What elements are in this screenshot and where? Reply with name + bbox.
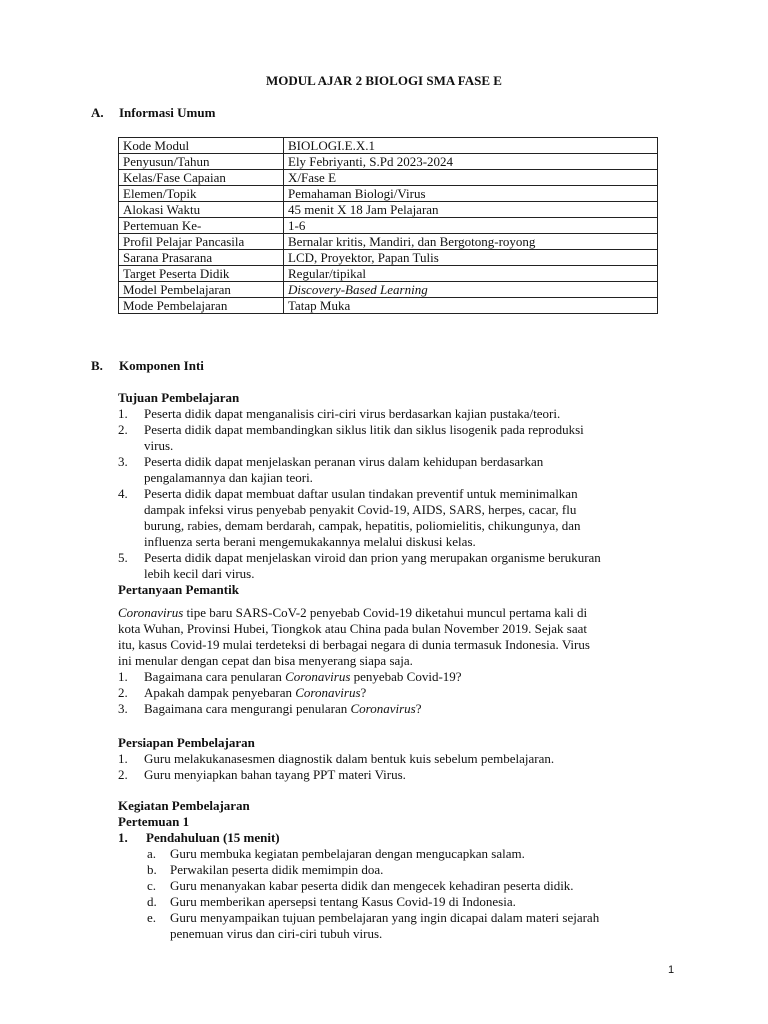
section-b-heading xyxy=(91,358,204,374)
section-b-letter: B. xyxy=(91,358,103,373)
tujuan-item xyxy=(118,454,678,486)
item-line: penemuan virus dan ciri-ciri tubuh virus. xyxy=(170,926,383,941)
info-row xyxy=(119,138,658,154)
info-row xyxy=(119,282,658,298)
kegiatan-item xyxy=(118,878,678,894)
item-line: burung, rabies, demam berdarah, campak, hepatitis, poliomielitis, chikungunya, dan xyxy=(144,518,581,533)
question-italic: Coronavirus xyxy=(295,685,361,700)
item-line: Peserta didik dapat menjelaskan viroid dan prion yang merupakan organisme berukuran xyxy=(144,550,601,565)
info-value: 1-6 xyxy=(284,218,658,234)
section-a-title: Informasi Umum xyxy=(119,105,216,120)
item-text: Guru menyiapkan bahan tayang PPT materi Virus. xyxy=(144,767,406,782)
info-value: Ely Febriyanti, S.Pd 2023-2024 xyxy=(284,154,658,170)
kegiatan-heading: Kegiatan Pembelajaran xyxy=(118,798,250,813)
info-row xyxy=(119,154,658,170)
section-a-letter: A. xyxy=(91,105,104,120)
item-line: dampak infeksi virus penyebab penyakit Covid-19, AIDS, SARS, herpes, cacar, flu xyxy=(144,502,577,517)
kegiatan-list xyxy=(118,846,678,942)
info-key: Mode Pembelajaran xyxy=(119,298,284,314)
kegiatan-item xyxy=(118,894,678,910)
para-text: tipe baru SARS-CoV-2 penyebab Covid-19 diketahui muncul pertama kali di xyxy=(183,605,588,620)
question-post: penyebab Covid-19? xyxy=(350,669,462,684)
info-key: Elemen/Topik xyxy=(119,186,284,202)
item-number: 1. xyxy=(118,669,128,684)
info-row xyxy=(119,202,658,218)
info-row xyxy=(119,250,658,266)
item-letter: e. xyxy=(147,910,157,925)
info-value: Tatap Muka xyxy=(284,298,658,314)
item-line: influenza serta berani mengemukakannya melalui diskusi kelas. xyxy=(144,534,476,549)
info-row xyxy=(119,218,658,234)
step-title-row xyxy=(118,830,678,846)
info-value: Regular/tipikal xyxy=(284,266,658,282)
kegiatan-item xyxy=(118,862,678,878)
item-number: 2. xyxy=(118,767,128,782)
item-number: 2. xyxy=(118,685,128,700)
info-value: Pemahaman Biologi/Virus xyxy=(284,186,658,202)
tujuan-item xyxy=(118,486,678,550)
item-number: 3. xyxy=(118,454,128,469)
item-number: 2. xyxy=(118,422,128,437)
question-italic: Coronavirus xyxy=(350,701,416,716)
pemantik-questions xyxy=(118,669,678,717)
item-text: Guru melakukanasesmen diagnostik dalam bentuk kuis sebelum pembelajaran. xyxy=(144,751,555,766)
question-pre: Bagaimana cara penularan xyxy=(144,669,286,684)
document-title: MODUL AJAR 2 BIOLOGI SMA FASE E xyxy=(266,73,502,88)
pemantik-paragraph xyxy=(118,605,678,669)
info-row xyxy=(119,170,658,186)
item-number: 3. xyxy=(118,701,128,716)
info-value: Bernalar kritis, Mandiri, dan Bergotong-royong xyxy=(284,234,658,250)
question-pre: Apakah dampak penyebaran xyxy=(144,685,296,700)
info-table xyxy=(118,137,658,314)
item-line: Guru memberikan apersepsi tentang Kasus Covid-19 di Indonesia. xyxy=(170,894,516,909)
info-row xyxy=(119,266,658,282)
para-line: ini menular dengan cepat dan bisa menyerang siapa saja. xyxy=(118,653,413,668)
item-line: Peserta didik dapat membuat daftar usulan tindakan preventif untuk meminimalkan xyxy=(144,486,578,501)
persiapan-list xyxy=(118,751,678,783)
question-italic: Coronavirus xyxy=(285,669,351,684)
question-pre: Bagaimana cara mengurangi penularan xyxy=(144,701,351,716)
info-key: Penyusun/Tahun xyxy=(119,154,284,170)
question-item xyxy=(118,685,678,701)
item-line: Peserta didik dapat menganalisis ciri-ciri virus berdasarkan kajian pustaka/teori. xyxy=(144,406,561,421)
persiapan-item xyxy=(118,767,678,783)
info-key: Kode Modul xyxy=(119,138,284,154)
info-value: 45 menit X 18 Jam Pelajaran xyxy=(284,202,658,218)
info-key: Pertemuan Ke- xyxy=(119,218,284,234)
info-row xyxy=(119,186,658,202)
item-letter: c. xyxy=(147,878,157,893)
item-line: Peserta didik dapat membandingkan siklus litik dan siklus lisogenik pada reproduksi xyxy=(144,422,584,437)
info-value: BIOLOGI.E.X.1 xyxy=(284,138,658,154)
item-line: Peserta didik dapat menjelaskan peranan virus dalam kehidupan berdasarkan xyxy=(144,454,544,469)
item-line: Guru menyampaikan tujuan pembelajaran yang ingin dicapai dalam materi sejarah xyxy=(170,910,600,925)
item-line: virus. xyxy=(144,438,174,453)
kegiatan-section xyxy=(118,798,678,942)
para-line: itu, kasus Covid-19 mulai terdeteksi di berbagai negara di dunia termasuk Indonesia. Virus xyxy=(118,637,590,652)
kegiatan-item xyxy=(118,910,678,942)
item-number: 4. xyxy=(118,486,128,501)
pemantik-heading: Pertanyaan Pemantik xyxy=(118,582,239,597)
tujuan-item xyxy=(118,550,678,582)
step-number: 1. xyxy=(118,830,128,845)
pemantik-section xyxy=(118,605,678,717)
info-row xyxy=(119,234,658,250)
section-a-heading xyxy=(91,105,215,121)
section-b-title: Komponen Inti xyxy=(119,358,204,373)
item-letter: b. xyxy=(147,862,157,877)
question-item xyxy=(118,669,678,685)
item-number: 1. xyxy=(118,751,128,766)
info-key: Model Pembelajaran xyxy=(119,282,284,298)
item-line: Perwakilan peserta didik memimpin doa. xyxy=(170,862,384,877)
info-value: LCD, Proyektor, Papan Tulis xyxy=(284,250,658,266)
info-key: Target Peserta Didik xyxy=(119,266,284,282)
para-italic: Coronavirus xyxy=(118,605,184,620)
persiapan-section xyxy=(118,735,678,783)
tujuan-section xyxy=(118,390,678,598)
info-key: Kelas/Fase Capaian xyxy=(119,170,284,186)
tujuan-list xyxy=(118,406,678,582)
item-line: Guru membuka kegiatan pembelajaran dengan mengucapkan salam. xyxy=(170,846,525,861)
question-post: ? xyxy=(415,701,422,716)
item-number: 1. xyxy=(118,406,128,421)
info-value: Discovery-Based Learning xyxy=(284,282,658,298)
question-item xyxy=(118,701,678,717)
info-row xyxy=(119,298,658,314)
question-post: ? xyxy=(360,685,367,700)
item-letter: a. xyxy=(147,846,157,861)
info-key: Profil Pelajar Pancasila xyxy=(119,234,284,250)
meeting-title: Pertemuan 1 xyxy=(118,814,190,829)
tujuan-item xyxy=(118,422,678,454)
kegiatan-item xyxy=(118,846,678,862)
para-line: kota Wuhan, Provinsi Hubei, Tiongkok atau China pada bulan November 2019. Sejak saat xyxy=(118,621,587,636)
item-line: pengalamannya dan kajian teori. xyxy=(144,470,313,485)
info-value: X/Fase E xyxy=(284,170,658,186)
item-line: lebih kecil dari virus. xyxy=(144,566,255,581)
step-title: Pendahuluan (15 menit) xyxy=(146,830,280,845)
info-key: Alokasi Waktu xyxy=(119,202,284,218)
persiapan-heading: Persiapan Pembelajaran xyxy=(118,735,255,750)
item-number: 5. xyxy=(118,550,128,565)
tujuan-heading: Tujuan Pembelajaran xyxy=(118,390,240,405)
tujuan-item xyxy=(118,406,678,422)
page-number: 1 xyxy=(668,964,675,976)
persiapan-item xyxy=(118,751,678,767)
item-letter: d. xyxy=(147,894,157,909)
para-line xyxy=(118,605,678,621)
item-line: Guru menanyakan kabar peserta didik dan mengecek kehadiran peserta didik. xyxy=(170,878,574,893)
info-key: Sarana Prasarana xyxy=(119,250,284,266)
